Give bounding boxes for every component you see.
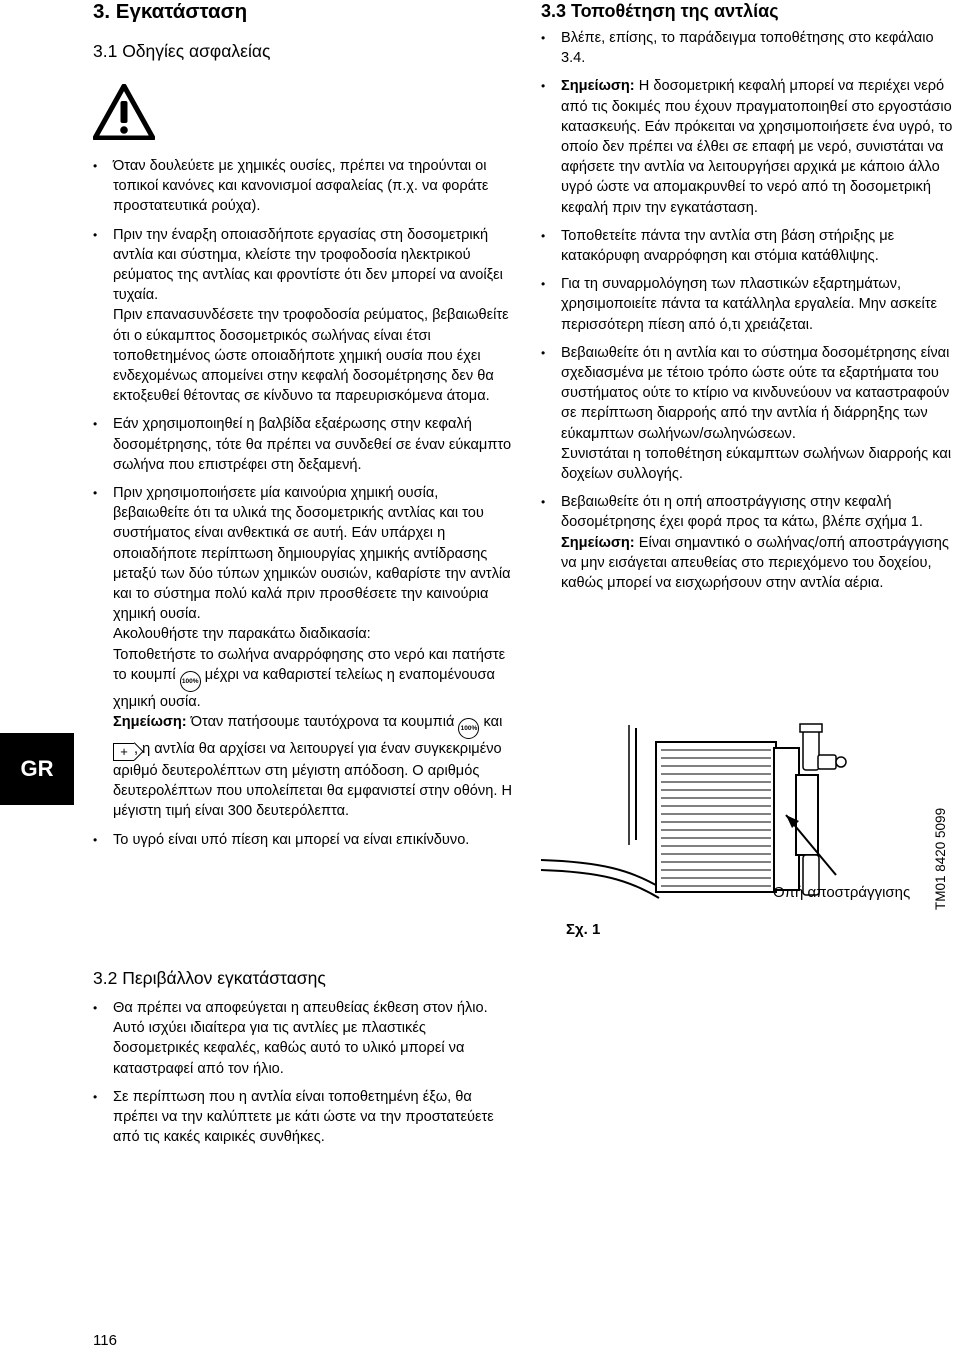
button-100-icon: 100%	[458, 718, 479, 739]
note-label: Σημείωση:	[561, 78, 635, 95]
note-label: Σημείωση:	[561, 534, 635, 551]
list-item	[541, 28, 960, 68]
list-item	[93, 156, 513, 217]
language-tab: GR	[0, 733, 74, 805]
list-item	[93, 414, 513, 475]
note-label: Σημείωση:	[113, 714, 187, 731]
right-column	[541, 0, 960, 593]
list-item-text: Είναι σημαντικό ο σωλήνας/οπή αποστράγγισης να μην εισάγεται απευθείας στο περιεχόμενο του δοχείου, καθώς μπορεί να εισχωρήσουν στην αντλία αέρια.	[561, 534, 949, 592]
environment-list	[93, 998, 513, 1147]
figure-code: TM01 8420 5099	[933, 807, 948, 910]
list-item-text: • Το υγρό είναι υπό πίεση και μπορεί να είναι επικίνδυνο.	[113, 831, 470, 848]
warning-icon	[93, 84, 513, 146]
subsection-32-title: 3.2 Περιβάλλον εγκατάστασης	[93, 968, 326, 988]
list-item-text: Η δοσομετρική κεφαλή μπορεί να περιέχει νερό από τις δοκιμές που έχουν πραγματοποιηθεί στο εργοστάσιο κατασκευής. Εάν πρόκειται να χρησιμοποιήσετε ένα υγρό, το οποίο δεν πρέπει να έλθει σε επαφή με νερό, συνιστάται να αφήσετε την αντλία να λειτουργήσει αρχικά με κάποιο άλλο υγρό ώστε να απομακρυνθεί το νερό από τη δοσομετρική κεφαλή πριν την εγκατάσταση.	[561, 78, 953, 216]
list-item	[541, 76, 960, 217]
list-item-text: • Σε περίπτωση που η αντλία είναι τοποθετημένη έξω, θα πρέπει να την καλύπτετε με κάτι ώστε να την προστατεύετε από τις κακές καιρικές συνθήκες.	[113, 1088, 494, 1146]
button-100-icon: 100%	[180, 671, 201, 692]
installation-list	[541, 28, 960, 593]
list-item-text: • Όταν δουλεύετε με χημικές ουσίες, πρέπει να τηρούνται οι τοπικοί κανόνες και κανονισμοί ασφαλείας (π.χ. να φοράτε προστατευτικά ρούχα).	[113, 158, 489, 215]
list-item	[541, 226, 960, 266]
list-item	[541, 274, 960, 335]
page-number: 116	[93, 1332, 117, 1349]
procedure-intro: Ακολουθήστε την παρακάτω διαδικασία:	[113, 626, 371, 643]
list-item	[93, 998, 513, 1079]
section-title: 3. Εγκατάσταση	[93, 0, 248, 23]
list-item	[93, 1087, 513, 1148]
subsection-33-title: 3.3 Τοποθέτηση της αντλίας	[541, 1, 779, 21]
procedure-step: Τοποθετήστε το σωλήνα αναρρόφησης στο νερό και πατήστε το κουμπί 100% μέχρι να καθαριστεί τελείως η εναπομένουσα χημική ουσία.	[113, 646, 506, 710]
safety-list	[93, 156, 513, 850]
list-item	[541, 343, 960, 484]
list-item-text: • Πριν την έναρξη οποιασδήποτε εργασίας στη δοσομετρική αντλία και σύστημα, κλείστε την τροφοδοσία ηλεκτρικού ρεύματος της αντλίας και φροντίστε ότι δεν μπορεί να ανοίξει τυχαία.	[113, 226, 503, 304]
list-item-text: • Βλέπε, επίσης, το παράδειγμα τοποθέτησης στο κεφάλαιο 3.4.	[561, 30, 934, 67]
subsection-31-title: 3.1 Οδηγίες ασφαλείας	[93, 41, 271, 61]
drain-hole-label: Οπή αποστράγγισης	[773, 884, 911, 901]
list-item	[93, 483, 513, 822]
button-plus-icon: +	[113, 743, 134, 761]
list-item-text: Πριν επανασυνδέσετε την τροφοδοσία ρεύματος, βεβαιωθείτε ότι ο εύκαμπτος δοσομετρικός σωλήνας είναι έτσι τοποθετημένος ώστε οποιαδήποτε χημική ουσία που έχει ενδεχομένως απομείνει στην κεφαλή δοσομέτρησης δεν θα εκτοξευθεί θέτοντας σε κίνδυνο τα παρευρισκόμενα άτομα.	[113, 307, 509, 405]
list-item-text: • Για τη συναρμολόγηση των πλαστικών εξαρτημάτων, χρησιμοποιείτε πάντα τα κατάλληλα εργαλεία. Μην ασκείτε περισσότερη πίεση από ό,τι χρειάζεται.	[561, 276, 937, 333]
procedure-note: Σημείωση: Όταν πατήσουμε ταυτόχρονα τα κουμπιά 100% και + , η αντλία θα αρχίσει να λειτουργεί για έναν συγκεκριμένο αριθμό δευτερολέπτων στη μέγιστη απόδοση. Ο αριθμός δευτερολέπτων που υπολείπεται θα εμφανιστεί στην οθόνη. Η μέγιστη τιμή είναι 300 δευτερόλεπτα.	[113, 714, 512, 820]
figure-caption: Σχ. 1	[566, 921, 601, 938]
list-item	[541, 492, 960, 593]
list-item-text: • Βεβαιωθείτε ότι η αντλία και το σύστημα δοσομέτρησης είναι σχεδιασμένα με τέτοιο τρόπο ώστε ούτε τα εξαρτήματα του συστήματος ούτε το κτίριο να κινδυνεύουν να καταστραφούν σε περίπτωση διαρροής από την αντλία ή διάρρηξης των εύκαμπτων σωλήνων/σωληνώσεων.	[561, 344, 950, 442]
list-item-text: • Εάν χρησιμοποιηθεί η βαλβίδα εξαέρωσης στην κεφαλή δοσομέτρησης, τότε θα πρέπει να συνδεθεί σε έναν εύκαμπτο σωλήνα που επιστρέφει στη δεξαμενή.	[113, 416, 512, 473]
list-item-text: • Τοποθετείτε πάντα την αντλία στη βάση στήριξης με κατακόρυφη αναρρόφηση και στόμια κατάθλιψης.	[561, 227, 895, 265]
list-item-text: • Πριν χρησιμοποιήσετε μία καινούρια χημική ουσία, βεβαιωθείτε ότι τα υλικά της δοσομετρικής αντλίας και του συστήματος είναι ανθεκτικά σε αυτή. Εάν υπάρχει η οποιαδήποτε περίπτωση δημιουργίας χημικής αντίδρασης μεταξύ των δύο τύπων χημικών ουσιών, καθαρίστε την αντλία και το σύστημα πολύ καλά πριν προσθέσετε την καινούρια χημική ουσία.	[113, 485, 511, 623]
list-item-text: • Βεβαιωθείτε ότι η οπή αποστράγγισης στην κεφαλή δοσομέτρησης έχει φορά προς τα κάτω, βλέπε σχήμα 1.	[561, 494, 923, 531]
list-item	[93, 830, 513, 850]
left-column	[93, 0, 513, 850]
pump-figure	[541, 720, 960, 950]
list-item-text: • Θα πρέπει να αποφεύγεται η απευθείας έκθεση στον ήλιο. Αυτό ισχύει ιδιαίτερα για τις αντλίες με πλαστικές δοσομετρικές κεφαλές, καθώς αυτό το υλικό μπορεί να καταστραφεί από τον ήλιο.	[113, 1000, 488, 1077]
list-item-text: Συνιστάται η τοποθέτηση εύκαμπτων σωλήνων διαρροής και δοχείων συλλογής.	[561, 445, 952, 483]
list-item	[93, 225, 513, 407]
